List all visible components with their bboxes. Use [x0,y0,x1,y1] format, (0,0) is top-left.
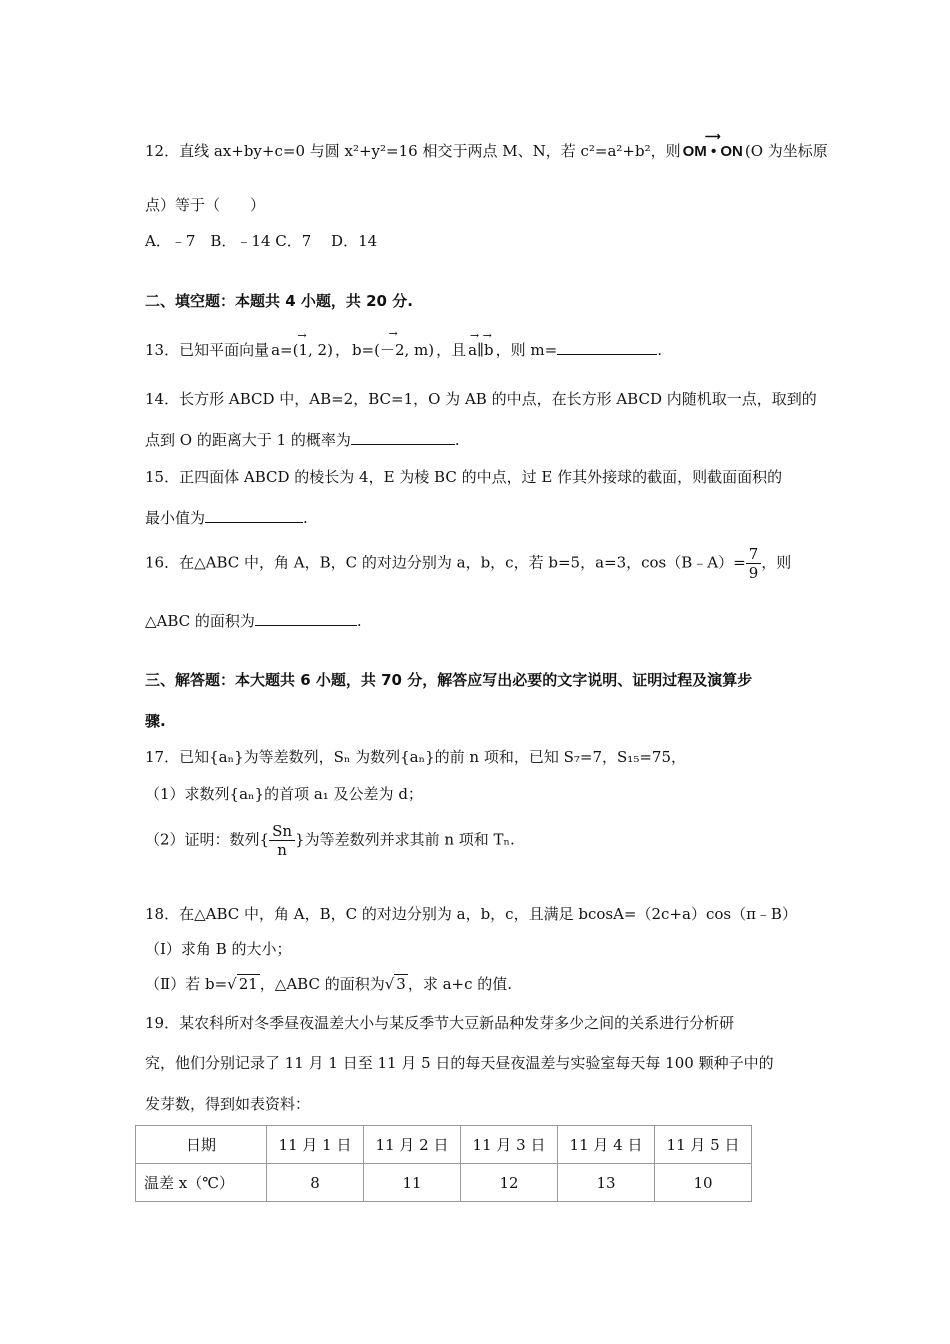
q12-line2: 点）等于（ ） [145,196,266,214]
answer-blank[interactable] [557,340,657,355]
vector-dot-product: ⟶ OM • ON [682,131,743,160]
table-cell: 11 月 1 日 [267,1126,364,1164]
table-cell: 11 月 5 日 [655,1126,752,1164]
q19-line2: 究，他们分别记录了 11 月 1 日至 11 月 5 日的每天昼夜温差与实验室每天每 100 颗种子中的 [145,1054,774,1072]
table-cell: 温差 x（℃） [136,1164,267,1202]
table-cell: 11 月 4 日 [558,1126,655,1164]
q12-options: A．﹣7 B．﹣14 C．7 D．14 [145,232,378,250]
table-cell: 12 [461,1164,558,1202]
table-cell: 10 [655,1164,752,1202]
table-cell: 日期 [136,1126,267,1164]
section3-heading-line2: 骤. [145,712,166,730]
parallel-relation: → → a∥b [468,329,494,359]
vector-arrow-icon: → [388,327,398,340]
q16-line1: 16．在△ABC 中，角 A，B，C 的对边分别为 a，b，c，若 b=5，a=3，cos（B﹣A）= $\frac{7}{9}$ ，则 [145,545,792,582]
table-cell: 8 [267,1164,364,1202]
section2-heading: 二、填空题：本题共 4 小题，共 20 分. [145,292,413,310]
sqrt-21: √ 21 [227,975,258,993]
fraction-7-9: $\frac{7}{9}$ [746,545,762,582]
q17-part2: （2）证明：数列{ $\frac{Sn}{n}$ }为等差数列并求其前 n 项和 Tₙ. [145,822,515,859]
q16-line2: △ABC 的面积为 . [145,612,362,630]
q15-line2: 最小值为 . [145,509,308,527]
table-row [136,1126,752,1164]
table-row [136,1164,752,1202]
q14-line2: 点到 O 的距离大于 1 的概率为 . [145,431,460,449]
vector-a: → a=(1, 2) [271,329,333,359]
q15-line1: 15．正四面体 ABCD 的棱长为 4，E 为棱 BC 的中点，过 E 作其外接球的截面，则截面面积的 [145,468,783,486]
table-cell: 11 月 2 日 [364,1126,461,1164]
vector-b: → b=(－2, m) [351,327,435,359]
sqrt-3: √ 3 [384,975,406,993]
vector-arrow-icon: → [297,329,307,342]
q18-line1: 18．在△ABC 中，角 A，B，C 的对边分别为 a，b，c，且满足 bcosA=（2c+a）cos（π﹣B） [145,905,797,923]
answer-blank[interactable] [205,508,303,523]
table-cell: 11 [364,1164,461,1202]
q12-line1: 12．直线 ax+by+c=0 与圆 x²+y²=16 相交于两点 M、N，若 c²=a²+b²，则 ⟶ OM • ON (O 为坐标原 [145,131,828,160]
q13-line: 13．已知平面向量 → a=(1, 2) ， → b=(－2, m) ，且 → → a∥b ，则 m= . [145,327,662,359]
q18-part1: （Ⅰ）求角 B 的大小； [145,940,292,958]
section3-heading-line1: 三、解答题：本大题共 6 小题，共 70 分，解答应写出必要的文字说明、证明过程及演算步 [145,671,753,689]
data-table [135,1125,752,1202]
table-cell: 11 月 3 日 [461,1126,558,1164]
q17-part1: （1）求数列{aₙ}的首项 a₁ 及公差为 d； [145,785,423,803]
q18-part2: （Ⅱ）若 b=√ 21 ，△ABC 的面积为√ 3 ，求 a+c 的值. [145,975,513,993]
vector-arrow-icon: → → [469,329,492,342]
answer-blank[interactable] [351,430,455,445]
q14-line1: 14．长方形 ABCD 中，AB=2，BC=1，O 为 AB 的中点，在长方形 ABCD 内随机取一点，取到的 [145,390,817,408]
fraction-sn-over-n: $\frac{Sn}{n}$ [269,822,295,859]
table-cell: 13 [558,1164,655,1202]
q19-line1: 19．某农科所对冬季昼夜温差大小与某反季节大豆新品种发芽多少之间的关系进行分析研 [145,1014,735,1032]
q19-line3: 发芽数，得到如表资料： [145,1095,311,1113]
q17-line1: 17．已知{aₙ}为等差数列，Sₙ 为数列{aₙ}的前 n 项和，已知 S₇=7，S₁₅=75， [145,748,686,766]
answer-blank[interactable] [255,611,357,626]
vector-arrow-icon: ⟶ [704,131,721,143]
